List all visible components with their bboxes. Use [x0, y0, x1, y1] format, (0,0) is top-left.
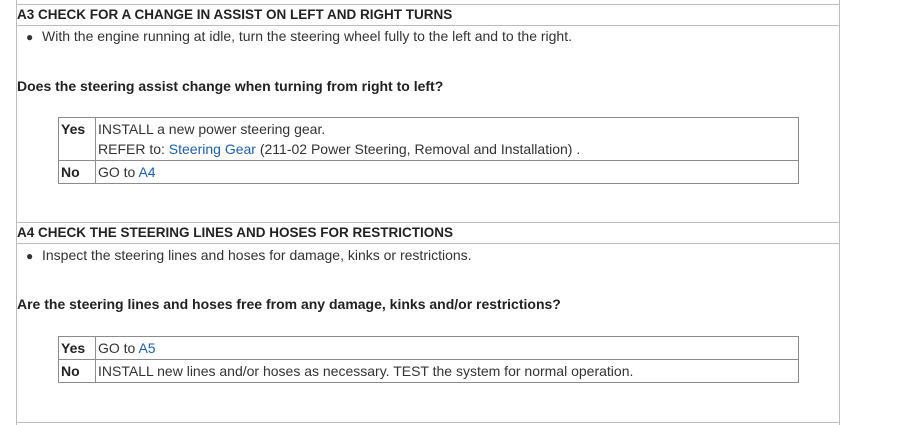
- answer-yes-action: [96, 337, 799, 360]
- answer-no-label: No: [59, 161, 96, 184]
- refer-suffix: (211-02 Power Steering, Removal and Installation) .: [255, 141, 581, 157]
- divider: [16, 243, 840, 244]
- goto-prefix: GO to: [98, 340, 139, 356]
- refer-line: [98, 139, 796, 159]
- action-text: INSTALL a new power steering gear.: [98, 121, 326, 137]
- instruction-text: With the engine running at idle, turn the steering wheel fully to the left and to the right.: [42, 28, 572, 44]
- divider: [16, 25, 840, 26]
- question-a3: Does the steering assist change when turning from right to left?: [17, 78, 444, 94]
- step-title-a4: A4 CHECK THE STEERING LINES AND HOSES FOR RESTRICTIONS: [17, 225, 454, 240]
- instruction-a3: [26, 28, 572, 44]
- divider: [16, 422, 840, 423]
- table-row: [59, 337, 799, 360]
- answer-yes-label: Yes: [59, 118, 96, 161]
- table-row: [59, 161, 799, 184]
- instruction-a4: [26, 247, 472, 263]
- answer-yes-label: Yes: [59, 337, 96, 360]
- goto-a4-link[interactable]: A4: [138, 164, 156, 180]
- steering-gear-link[interactable]: Steering Gear: [168, 141, 256, 157]
- answer-table-a3: [58, 117, 799, 184]
- refer-prefix: REFER to:: [98, 141, 169, 157]
- answer-no-action: [96, 161, 799, 184]
- question-a4: Are the steering lines and hoses free from any damage, kinks and/or restrictions?: [17, 296, 561, 312]
- answer-table-a4: [58, 336, 799, 383]
- divider: [16, 222, 840, 223]
- instruction-text: Inspect the steering lines and hoses for damage, kinks or restrictions.: [42, 247, 472, 263]
- answer-yes-action: [96, 118, 799, 161]
- divider: [16, 4, 840, 5]
- table-row: [59, 118, 799, 161]
- bullet-icon: ●: [26, 30, 34, 44]
- step-title-a3: A3 CHECK FOR A CHANGE IN ASSIST ON LEFT AND RIGHT TURNS: [17, 7, 453, 22]
- answer-no-label: No: [59, 360, 96, 383]
- answer-no-action: INSTALL new lines and/or hoses as necessary. TEST the system for normal operation.: [96, 360, 799, 383]
- goto-prefix: GO to: [98, 164, 139, 180]
- bullet-icon: ●: [26, 249, 34, 263]
- table-row: [59, 360, 799, 383]
- goto-a5-link[interactable]: A5: [138, 340, 156, 356]
